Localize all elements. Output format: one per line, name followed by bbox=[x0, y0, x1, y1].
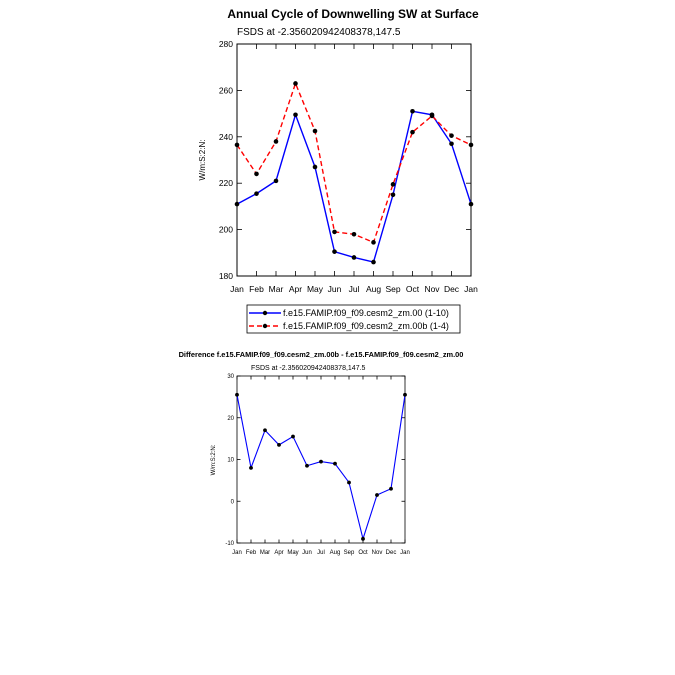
y-ticks bbox=[225, 374, 405, 547]
y-tick-label: 180 bbox=[218, 270, 233, 281]
y-axis-label: W/m:S:2:N: bbox=[211, 444, 217, 476]
x-tick-label: Jul bbox=[317, 550, 325, 556]
data-point bbox=[277, 443, 281, 447]
data-point bbox=[305, 464, 309, 468]
y-tick-label: 240 bbox=[218, 131, 233, 142]
data-point bbox=[293, 81, 298, 86]
x-tick-label: Jul bbox=[348, 284, 360, 294]
x-tick-label: Jan bbox=[464, 284, 478, 294]
data-point bbox=[235, 393, 239, 397]
data-point bbox=[391, 182, 396, 187]
chart-title: Difference f.e15.FAMIP.f09_f09.cesm2_zm.00b - f.e15.FAMIP.f09_f09.cesm2_zm.00 bbox=[178, 350, 464, 359]
data-point bbox=[347, 481, 351, 485]
data-point bbox=[332, 249, 337, 254]
x-tick-label: Jun bbox=[302, 550, 312, 556]
data-point bbox=[352, 232, 357, 237]
x-ticks bbox=[232, 376, 410, 556]
x-tick-label: Apr bbox=[274, 550, 284, 556]
data-point bbox=[403, 393, 407, 397]
x-tick-label: Sep bbox=[343, 550, 355, 556]
chart-subtitle: FSDS at -2.356020942408378,147.5 bbox=[237, 27, 401, 38]
data-point bbox=[410, 109, 415, 114]
x-tick-label: Aug bbox=[329, 550, 341, 556]
data-point bbox=[254, 172, 259, 177]
x-tick-label: Nov bbox=[424, 284, 440, 294]
x-tick-label: Feb bbox=[245, 550, 257, 556]
legend bbox=[247, 305, 460, 333]
x-tick-label: Oct bbox=[405, 284, 420, 294]
x-tick-label: Feb bbox=[249, 284, 264, 294]
x-tick-label: Jan bbox=[232, 550, 242, 556]
series-line bbox=[237, 111, 471, 262]
data-point bbox=[319, 460, 323, 464]
data-point bbox=[371, 240, 376, 245]
legend-label: f.e15.FAMIP.f09_f09.cesm2_zm.00b (1-4) bbox=[283, 321, 449, 331]
x-tick-label: May bbox=[287, 550, 299, 556]
legend-swatch-marker bbox=[263, 324, 267, 328]
data-point bbox=[449, 133, 454, 138]
x-tick-label: Nov bbox=[371, 550, 383, 556]
x-tick-label: May bbox=[306, 284, 324, 294]
y-tick-label: 0 bbox=[230, 499, 234, 506]
x-tick-label: Mar bbox=[268, 284, 284, 294]
data-point bbox=[274, 179, 279, 184]
data-point bbox=[235, 202, 240, 207]
data-point bbox=[291, 435, 295, 439]
data-point bbox=[274, 139, 279, 144]
y-tick-label: 200 bbox=[218, 224, 233, 235]
plot-frame bbox=[237, 376, 405, 543]
data-point bbox=[391, 193, 396, 198]
series-line bbox=[237, 395, 405, 539]
data-point bbox=[410, 130, 415, 135]
legend-label: f.e15.FAMIP.f09_f09.cesm2_zm.00 (1-10) bbox=[283, 308, 449, 318]
y-tick-label: 260 bbox=[218, 85, 233, 96]
y-tick-label: 30 bbox=[227, 374, 234, 381]
chart-title: Annual Cycle of Downwelling SW at Surface bbox=[227, 7, 479, 21]
difference-chart bbox=[179, 350, 464, 556]
data-point bbox=[333, 462, 337, 466]
data-point bbox=[332, 230, 337, 235]
y-tick-label: -10 bbox=[225, 541, 234, 548]
x-tick-label: Oct bbox=[358, 550, 368, 556]
data-point bbox=[249, 466, 253, 470]
data-point bbox=[469, 143, 474, 148]
y-tick-label: 10 bbox=[227, 457, 234, 464]
y-ticks bbox=[219, 39, 471, 281]
x-tick-label: Sep bbox=[385, 284, 401, 294]
x-tick-label: Mar bbox=[259, 550, 271, 556]
x-tick-label: Jan bbox=[230, 284, 244, 294]
x-tick-label: Dec bbox=[443, 284, 460, 294]
x-tick-label: Apr bbox=[288, 284, 303, 294]
y-axis-label: W/m:S:2:N: bbox=[198, 139, 207, 181]
data-point bbox=[371, 260, 376, 265]
data-point bbox=[469, 202, 474, 207]
chart-subtitle: FSDS at -2.356020942408378,147.5 bbox=[251, 365, 366, 372]
data-point bbox=[313, 165, 318, 170]
x-tick-label: Aug bbox=[365, 284, 382, 294]
legend-swatch-marker bbox=[263, 311, 267, 315]
series-line bbox=[237, 83, 471, 242]
y-tick-label: 280 bbox=[218, 38, 233, 49]
data-point bbox=[313, 129, 318, 134]
data-point bbox=[389, 487, 393, 491]
data-point bbox=[352, 255, 357, 260]
plot-frame bbox=[237, 44, 471, 276]
series-layer bbox=[235, 393, 407, 541]
y-tick-label: 20 bbox=[227, 415, 234, 422]
x-tick-label: Jun bbox=[327, 284, 342, 294]
x-tick-label: Jan bbox=[400, 550, 410, 556]
x-tick-label: Dec bbox=[385, 550, 397, 556]
data-point bbox=[235, 143, 240, 148]
data-point bbox=[263, 428, 267, 432]
data-point bbox=[361, 537, 365, 541]
annual-cycle-chart bbox=[198, 7, 479, 333]
data-point bbox=[254, 191, 259, 196]
data-point bbox=[293, 112, 298, 117]
series-layer bbox=[235, 81, 474, 264]
y-tick-label: 220 bbox=[218, 178, 233, 189]
data-point bbox=[449, 141, 454, 146]
data-point bbox=[375, 493, 379, 497]
data-point bbox=[430, 114, 435, 119]
